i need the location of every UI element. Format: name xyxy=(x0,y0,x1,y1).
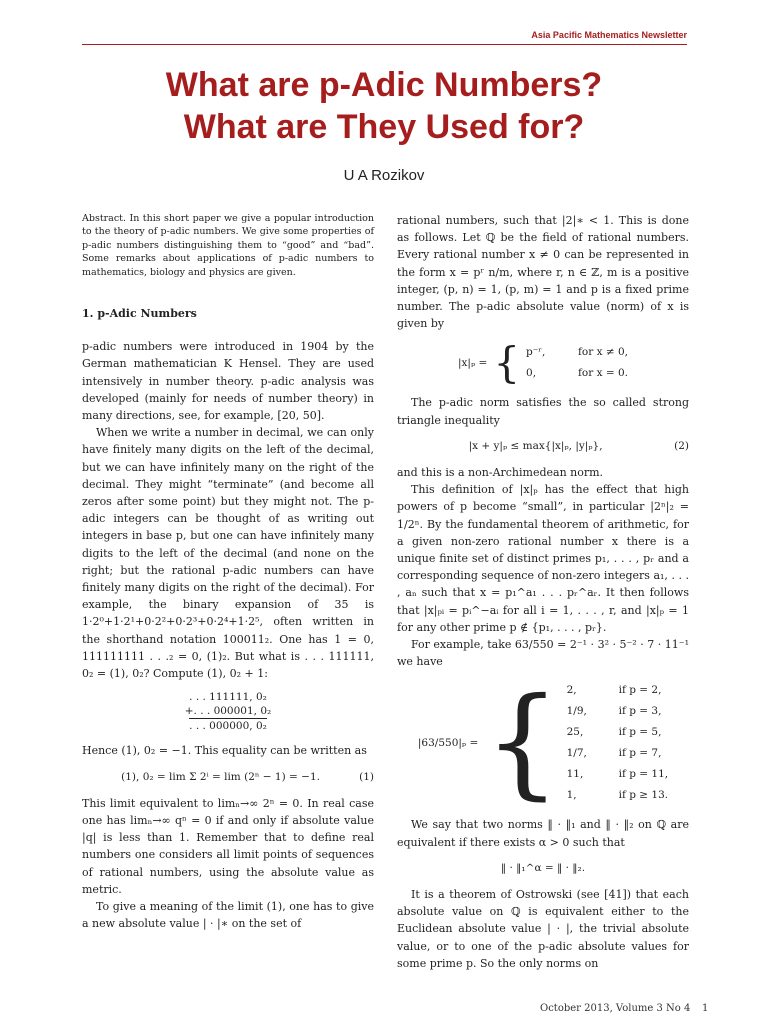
fraction-lhs: |63/550|ₚ = xyxy=(417,736,479,749)
paragraph: p-adic numbers were introduced in 1904 by the German mathematician K Hensel. They are used intensively in number theory. p-adic analysis was developed (mainly for needs of number theory) in many directions, see, for example, [20, 50]. xyxy=(82,340,374,423)
paragraph: When we write a number in decimal, we can only have finitely many digits on the left of the decimal, but we can have infinitely many on the right of the decimal. They might “terminate” (and become all zeros after some point) but they might not. The p-adic integers can be thought of as writing out integers in base p, but one can have infinitely many digits to the left of the decimal (and none on the right; but the rational p-adic numbers can have finitely many digits on the right of the decimal). For example, the binary expansion of 35 is 1·2⁰+1·2¹+0·2²+0·2³+0·2⁴+1·2⁵, often written in the shorthand notation 100011₂. One has 1 = 0, 111111111 . . .₂ = 0, (1)₂. But what is . . . 111111, 0₂ = (1), 0₂? Compute (1), 0₂ + 1: xyxy=(82,426,374,681)
case-condition: if p = 2, xyxy=(618,684,662,697)
page-number: 1 xyxy=(702,1003,709,1014)
example-norm-cases xyxy=(397,673,689,813)
norm-lhs: |x|ₚ = xyxy=(457,356,488,369)
case-row xyxy=(567,785,668,806)
paragraph: It is a theorem of Ostrowski (see [41]) that each absolute value on ℚ is equivalent either to the Euclidean absolute value | · |, the trivial absolute value, or to one of the p-adic absolute values for some prime p. So the only norms on xyxy=(397,888,689,970)
case-row xyxy=(567,764,668,785)
case-value: 11, xyxy=(566,768,584,781)
case-condition: if p = 3, xyxy=(618,705,662,718)
case-value: 1/7, xyxy=(566,747,587,760)
case-value: 1, xyxy=(566,789,577,802)
article-title xyxy=(0,64,768,148)
norm-cases xyxy=(526,342,628,384)
paragraph: For example, take 63/550 = 2⁻¹ · 3² · 5⁻² · 7 · 11⁻¹ we have xyxy=(397,638,689,669)
binary-addition xyxy=(82,690,374,733)
equation-equivalence: ‖ · ‖₁^α = ‖ · ‖₂. xyxy=(500,861,586,874)
journal-name: Asia Pacific Mathematics Newsletter xyxy=(531,30,687,40)
example-case-list xyxy=(567,680,668,806)
header-rule xyxy=(82,44,687,45)
paragraph: The p-adic norm satisfies the so called strong triangle inequality xyxy=(397,396,689,427)
equation-number: (2) xyxy=(674,439,689,452)
equation-2-body: |x + y|ₚ ≤ max{|x|ₚ, |y|ₚ}, xyxy=(468,439,603,452)
case-value: 2, xyxy=(566,684,577,697)
right-column xyxy=(397,212,689,972)
p-adic-norm-definition xyxy=(397,338,689,388)
addition-line-2: +. . . 000001, 0₂ xyxy=(184,705,272,718)
equation-2 xyxy=(397,438,689,455)
case-condition: if p = 5, xyxy=(618,726,662,739)
case-value: p⁻ʳ, xyxy=(526,346,546,359)
equation-1 xyxy=(82,769,374,786)
paragraph: We say that two norms ‖ · ‖₁ and ‖ · ‖₂ on ℚ are equivalent if there exists α > 0 such that xyxy=(397,818,689,849)
left-brace: { xyxy=(493,338,521,388)
case-value: 1/9, xyxy=(566,705,587,718)
title-line-1: What are p-Adic Numbers? xyxy=(165,66,603,104)
paragraph: To give a meaning of the limit (1), one has to give a new absolute value | · |∗ on the set of xyxy=(82,899,374,931)
case-condition: for x ≠ 0, xyxy=(578,346,629,359)
running-header xyxy=(82,30,687,44)
left-brace: { xyxy=(484,673,561,813)
case-value: 25, xyxy=(566,726,584,739)
author: U A Rozikov xyxy=(343,167,425,184)
abstract: Abstract. In this short paper we give a popular introduction to the theory of p-adic numbers. We give some properties of p-adic numbers distinguishing them to “good” and “bad”. Some remarks about applications of p-adic numbers to mathematics, biology and physics are given. xyxy=(82,213,374,278)
paragraph: rational numbers, such that |2|∗ < 1. This is done as follows. Let ℚ be the field of rational numbers. Every rational number x ≠ 0 can be represented in the form x = pʳ n/m, where r, n ∈ ℤ, m is a positive integer, (p, n) = 1, (p, m) = 1 and p is a fixed prime number. The p-adic absolute value (norm) of x is given by xyxy=(397,214,689,331)
paragraph: and this is a non-Archimedean norm. xyxy=(397,466,604,480)
paragraph: This limit equivalent to limₙ→∞ 2ⁿ = 0. In real case one has limₙ→∞ qⁿ = 0 if and only if absolute value |q| is less than 1. Remember that to define real numbers one considers all limit points of sequences of rational numbers, using the absolute value as metric. xyxy=(82,796,374,896)
case-value: 0, xyxy=(526,367,537,380)
case-row xyxy=(567,701,668,722)
title-line-2: What are They Used for? xyxy=(183,108,585,146)
addition-result: . . . 000000, 0₂ xyxy=(189,720,267,733)
equation-number: (1) xyxy=(359,770,374,783)
issue-info: October 2013, Volume 3 No 4 xyxy=(540,1003,691,1014)
case-row xyxy=(526,342,628,363)
equation-1-body: (1), 0₂ = lim Σ 2ⁱ = lim (2ⁿ − 1) = −1. xyxy=(121,770,320,783)
case-row xyxy=(526,363,628,384)
case-row xyxy=(567,743,668,764)
case-condition: if p ≥ 13. xyxy=(618,789,669,802)
case-row xyxy=(567,680,668,701)
case-condition: if p = 11, xyxy=(618,768,669,781)
case-condition: for x = 0. xyxy=(578,367,629,380)
section-heading: 1. p-Adic Numbers xyxy=(82,307,197,321)
paragraph: This definition of |x|ₚ has the effect that high powers of p become “small”, in particular |2ⁿ|₂ = 1/2ⁿ. By the fundamental theorem of arithmetic, for a given non-zero rational number x there is a unique finite set of distinct primes p₁, . . . , pᵣ and a corresponding sequence of non-zero integers a₁, . . . , aₙ such that x = p₁^a₁ . . . pᵣ^aᵣ. It then follows that |x|ₚᵢ = pᵢ^−aᵢ for all i = 1, . . . , r, and |x|ₚ = 1 for any other prime p ∉ {p₁, . . . , pᵣ}. xyxy=(397,483,689,634)
left-column xyxy=(82,212,374,932)
paragraph: Hence (1), 0₂ = −1. This equality can be written as xyxy=(82,744,367,758)
case-row xyxy=(567,722,668,743)
case-condition: if p = 7, xyxy=(618,747,662,760)
addition-line-1: . . . 111111, 0₂ xyxy=(189,691,267,704)
